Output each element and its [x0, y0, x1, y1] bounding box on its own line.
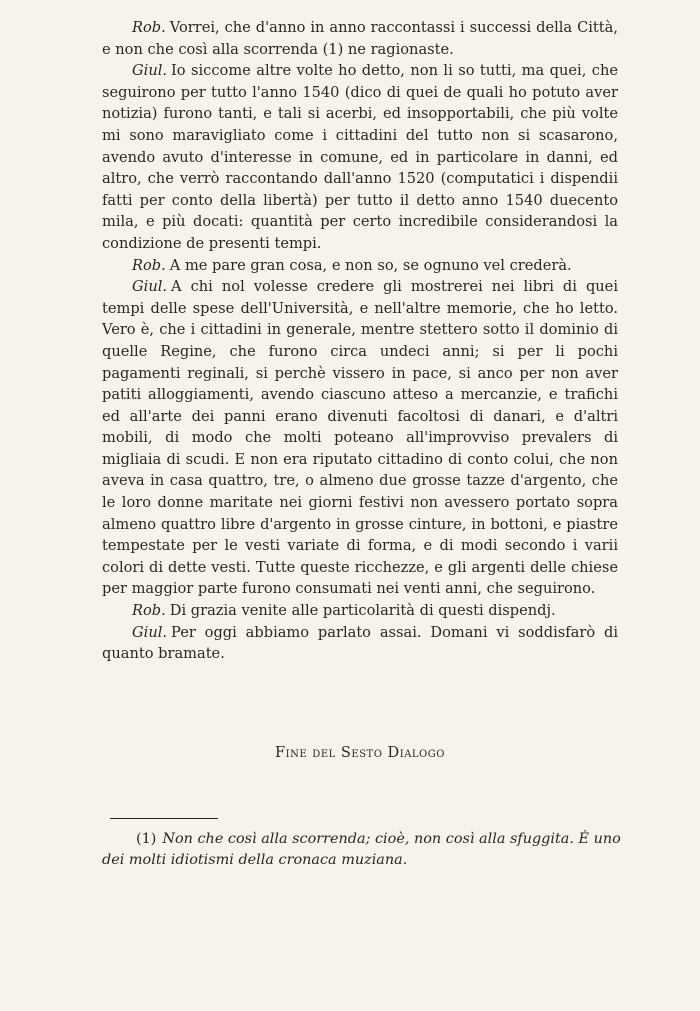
speaker-label: Rob. — [132, 256, 166, 274]
paragraph-text: Per oggi abbiamo parlato assai. Domani vi soddisfarò di quanto bramate. — [102, 623, 618, 663]
footnote-paragraph — [102, 829, 632, 871]
footnote-text: Non che così alla scorrenda; cioè, non così alla sfuggita. È uno dei molti idiotismi della cronaca muziana. — [102, 831, 621, 868]
dialogue-text — [102, 17, 618, 665]
paragraph-text: A me pare gran cosa, e non so, se ognuno vel crederà. — [169, 256, 572, 274]
speaker-label: Giul. — [132, 62, 168, 80]
dialogue-paragraph — [102, 60, 618, 254]
speaker-label: Giul. — [132, 623, 168, 641]
dialogue-paragraph — [102, 255, 618, 277]
dialogue-paragraph — [102, 600, 618, 622]
footnote-divider — [110, 818, 218, 819]
footnote-ref: (1) — [136, 831, 157, 847]
paragraph-text: A chi nol volesse credere gli mostrerei nei libri di quei tempi delle spese dell'Università, e nell'altre memorie, che ho letto. Vero è, che i cittadini in generale, mentre stettero sotto il dominio di quelle Regine, che furono circa undeci anni; si per li pochi pagamenti reginali, si perchè vissero in pace, si anco per non aver patiti alloggiamenti, avendo ciascuno atteso a mercanzie, e trafichi ed all'arte dei panni erano divenuti facoltosi di danari, e d'altri mobili, di modo che molti poteano all'improvviso prevalers di migliaia di scudi. E non era riputato cittadino di conto colui, che non aveva in casa quattro, tre, o almeno due grosse tazze d'argento, che le loro donne maritate nei giorni festivi non avessero portato sopra almeno quattro libre d'argento in grosse cinture, in bottoni, e piastre tempestate per le vesti variate di forma, e di modi secondo i varii colori di dette vesti. Tutte queste ricchezze, e gli argenti delle chiese per maggior parte furono consumati nei venti anni, che seguirono. — [102, 278, 618, 598]
speaker-label: Rob. — [132, 19, 166, 36]
speaker-label: Giul. — [132, 278, 168, 296]
speaker-label: Rob. — [132, 602, 166, 620]
dialogue-paragraph — [102, 622, 618, 665]
footnote — [102, 829, 632, 871]
dialogue-paragraph — [102, 17, 618, 60]
dialogue-paragraph — [102, 276, 618, 600]
closing-heading: Fine del Sesto Dialogo — [275, 744, 445, 761]
paragraph-text: Vorrei, che d'anno in anno raccontassi i successi della Città, e non che così alla scorrenda (1) ne ragionaste. — [102, 19, 618, 58]
paragraph-text: Io siccome altre volte ho detto, non li so tutti, ma quei, che seguirono per tutto l'anno 1540 (dico di quei de quali ho potuto aver notizia) furono tanti, e tali si acerbi, ed insopportabili, che più volte mi sono maravigliato come i cittadini del tutto non si scasarono, avendo avuto d'interesse in comune, ed in particolare in danni, ed altro, che verrò raccontando dall'anno 1520 (computatici i dispendii fatti per conto della libertà) per tutto il detto anno 1540 duecento mila, e più docati: quantità per certo incredibile considerandosi la condizione de presenti tempi. — [102, 62, 618, 252]
paragraph-text: Di grazia venite alle particolarità di questi dispendj. — [169, 602, 556, 620]
